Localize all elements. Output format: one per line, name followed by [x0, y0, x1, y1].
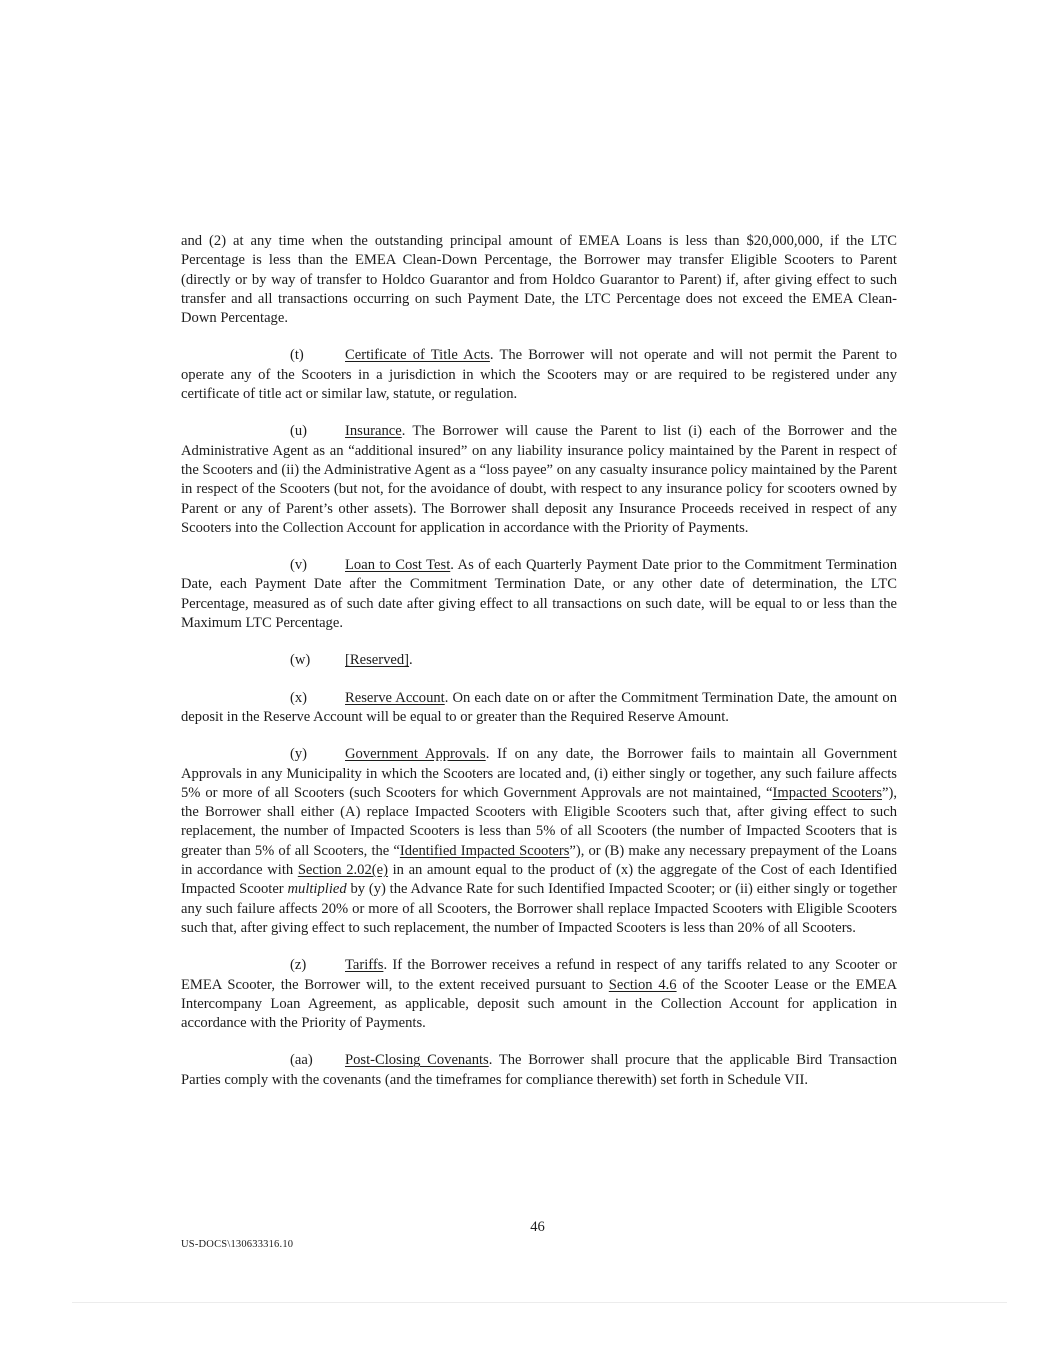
page-bottom-divider [72, 1302, 1007, 1303]
emphasis-text: multiplied [287, 881, 347, 898]
continuation-paragraph [181, 232, 897, 328]
section-y [181, 745, 897, 938]
page-number: 46 [530, 1219, 545, 1235]
defined-term: Impacted Scooters [772, 784, 882, 801]
section-u [181, 422, 897, 538]
section-marker: (u) [290, 423, 308, 440]
section-aa [181, 1051, 897, 1090]
section-marker: (w) [290, 652, 311, 669]
section-v [181, 556, 897, 633]
section-heading: Loan to Cost Test [345, 557, 451, 574]
defined-term: Identified Impacted Scooters [399, 842, 570, 859]
section-marker: (z) [290, 957, 307, 974]
continuation-text: and (2) at any time when the outstanding principal amount of EMEA Loans is less than $20,000,000, if the LTC Percentage is less than the EMEA Clean-Down Percentage, the Borrower may transfer Eligible Scooters to Parent (directly or by way of transfer to Holdco Guarantor and from Holdco Guarantor to Parent) if, after giving effect to such transfer and all transactions occurring on such Payment Date, the LTC Percentage does not exceed the EMEA Clean-Down Percentage. [181, 233, 897, 327]
section-heading: Government Approvals [345, 746, 486, 763]
section-text: . [409, 652, 413, 669]
section-heading: Reserve Account [345, 689, 445, 706]
section-heading: Insurance [345, 423, 402, 440]
section-text: . On each date on or after the Commitment Termination Date, the amount on deposit in the Reserve Account will be equal to or greater than the Required Reserve Amount. [181, 689, 897, 725]
section-text: . The Borrower shall procure that the applicable Bird Transaction Parties comply with the covenants (and the timeframes for compliance therewith) set forth in Schedule VII. [181, 1052, 897, 1088]
section-reference: Section 2.02(e) [297, 862, 388, 879]
section-heading: Tariffs [345, 957, 384, 974]
section-text: . The Borrower will not operate and will not permit the Parent to operate any of the Scooters in a jurisdiction in which the Scooters may or are required to be registered under any certificate of title act or similar law, statute, or regulation. [181, 347, 897, 403]
section-z [181, 956, 897, 1033]
section-x [181, 689, 897, 728]
section-text: . If the Borrower receives a refund in respect of any tariffs related to any Scooter or EMEA Scooter, the Borrower will, to the extent received pursuant to [181, 957, 897, 993]
section-marker: (v) [290, 557, 308, 574]
section-reference: Section 4.6 [608, 976, 677, 993]
section-w [181, 651, 897, 670]
section-marker: (y) [290, 746, 308, 763]
section-text: ”), or (B) make any necessary prepayment of the Loans in accordance with [181, 842, 897, 879]
section-marker: (aa) [290, 1052, 313, 1069]
section-marker: (t) [290, 347, 304, 364]
section-heading: [Reserved] [345, 652, 410, 669]
document-id: US-DOCS\130633316.10 [181, 1239, 294, 1250]
section-text: of the Scooter Lease or the EMEA Intercompany Loan Agreement, as applicable, deposit such amount in the Collection Account for application in accordance with the Priority of Payments. [181, 976, 897, 1032]
section-marker: (x) [290, 689, 308, 706]
section-text: ”), the Borrower shall either (A) replace Impacted Scooters with Eligible Scooters such that, after giving effect to such replacement, the number of Impacted Scooters is less than 5% of all Scooters (the number of Impacted Scooters that is greater than 5% of all Scooters, the “ [181, 784, 897, 859]
section-text: by (y) the Advance Rate for such Identified Impacted Scooter; or (ii) either singly or together any such failure affects 20% or more of all Scooters, the Borrower shall replace Impacted Scooters with Eligible Scooters such that, after giving effect to such replacement, the number of Impacted Scooters is less than 20% of all Scooters. [181, 881, 897, 936]
section-text: . As of each Quarterly Payment Date prior to the Commitment Termination Date, each Payment Date after the Commitment Termination Date, or any other date of determination, the LTC Percentage, measured as of such date after giving effect to all transactions on such date, will be equal to or less than the Maximum LTC Percentage. [181, 557, 897, 632]
document-body [181, 232, 897, 1108]
section-text: . If on any date, the Borrower fails to maintain all Government Approvals in any Municipality in which the Scooters are located and, (i) either singly or together, any such failure affects 5% or more of all Scooters (such Scooters for which Government Approvals are not maintained, “ [181, 746, 897, 801]
section-heading: Post-Closing Covenants [345, 1052, 489, 1069]
section-t [181, 346, 897, 404]
section-heading: Certificate of Title Acts [345, 347, 490, 364]
section-text: in an amount equal to the product of (x) the aggregate of the Cost of each Identified Impacted Scooter [181, 862, 897, 898]
section-text: . The Borrower will cause the Parent to list (i) each of the Borrower and the Administrative Agent as an “additional insured” on any liability insurance policy maintained by the Parent in respect of the Scooters and (ii) the Administrative Agent as a “loss payee” on any casualty insurance policy maintained by the Parent in respect of the Scooters (but not, for the avoidance of doubt, with respect to any insurance policy for scooters owned by Parent or any of Parent’s other assets). The Borrower shall deposit any Insurance Proceeds received in respect of any Scooters into the Collection Account for application in accordance with the Priority of Payments. [181, 423, 897, 536]
